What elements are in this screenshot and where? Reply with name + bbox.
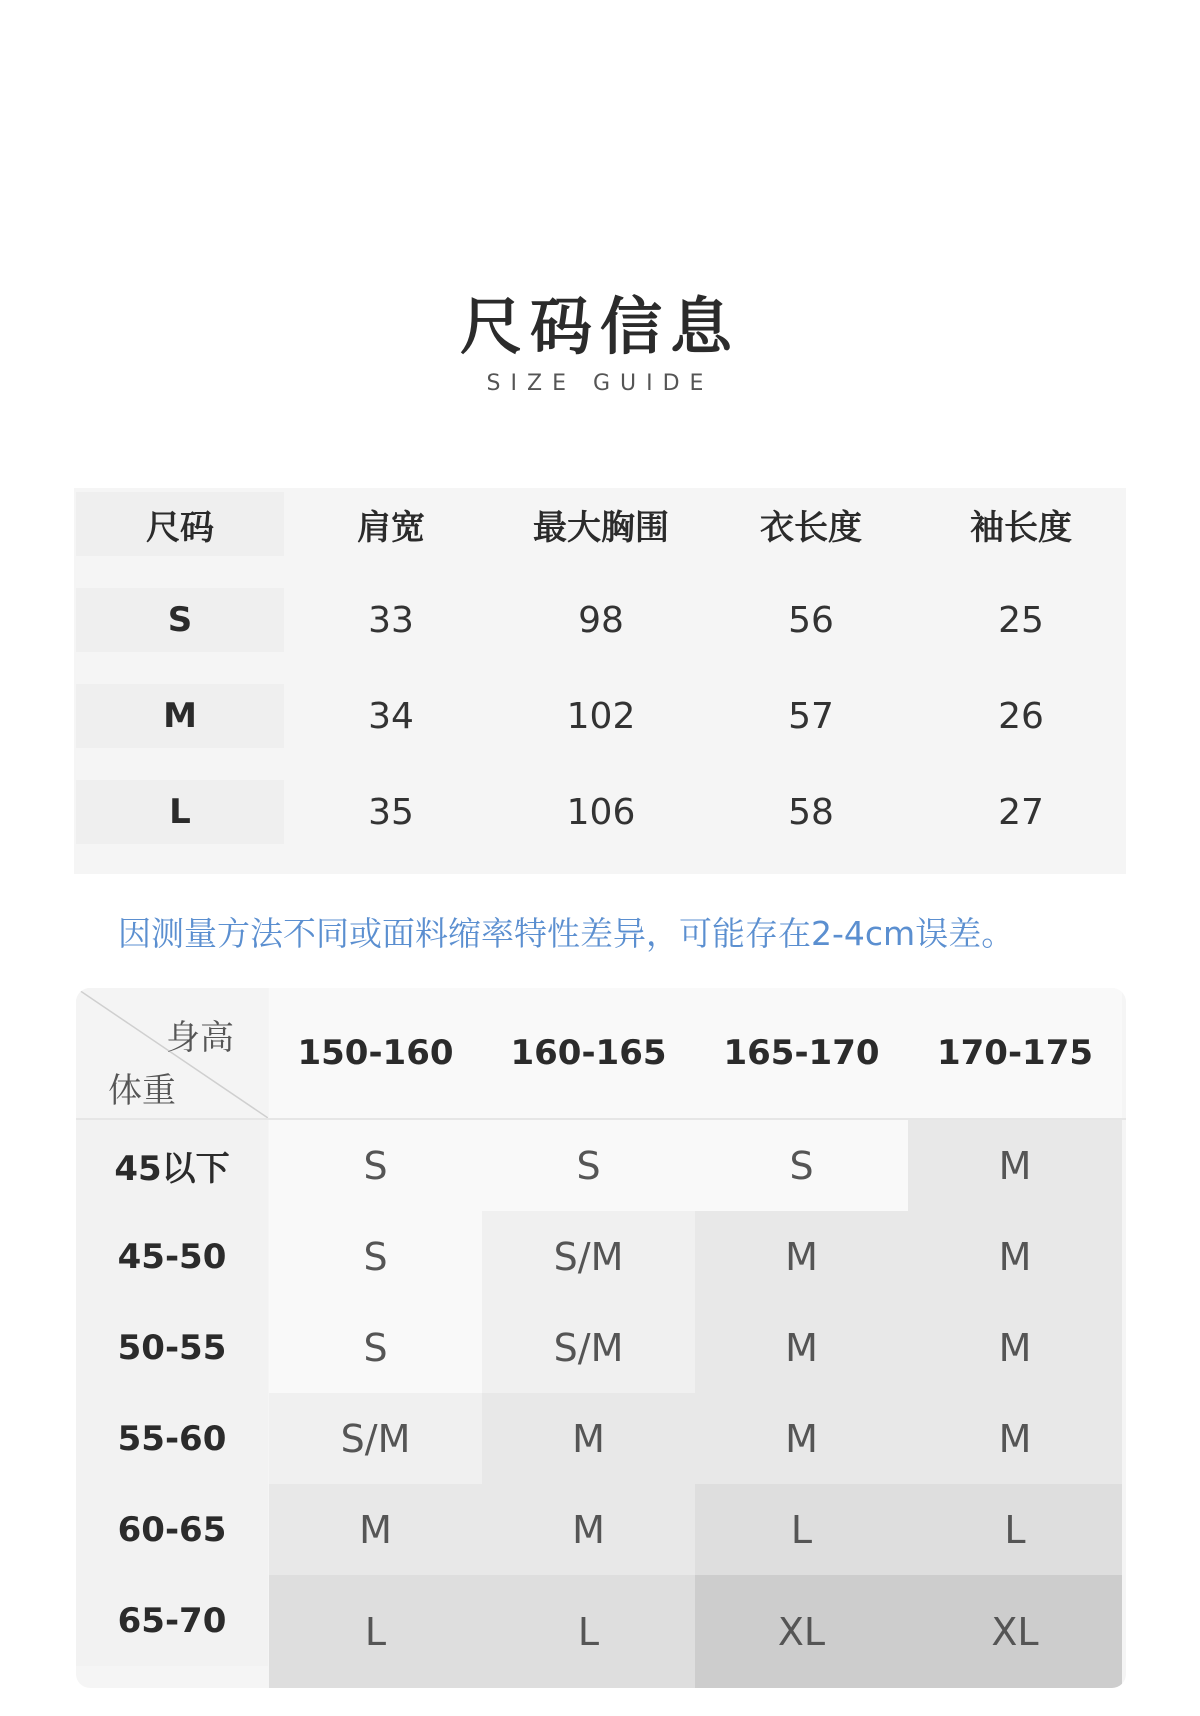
weight-range-label: 45以下 — [76, 1120, 268, 1211]
recommended-size-cell: M — [908, 1393, 1122, 1484]
recommended-size-cell: L — [269, 1575, 482, 1688]
length-value: 58 — [788, 791, 834, 833]
weight-axis-label: 体重 — [108, 1071, 176, 1111]
table-row — [74, 684, 1126, 748]
size-table — [74, 488, 1126, 874]
recommended-size-cell: M — [695, 1393, 908, 1484]
table-row — [74, 780, 1126, 844]
height-range-header: 170-175 — [908, 988, 1122, 1118]
recommended-size-cell: S/M — [269, 1393, 482, 1484]
recommended-size-cell: S — [269, 1302, 482, 1393]
weight-range-label: 65-70 — [76, 1575, 268, 1666]
weight-range-label: 55-60 — [76, 1393, 268, 1484]
recommended-size-cell: XL — [908, 1575, 1122, 1688]
size-label: M — [76, 684, 284, 748]
column-header-shoulder: 肩宽 — [357, 507, 425, 548]
recommended-size-cell: S/M — [482, 1302, 695, 1393]
sleeve-value: 27 — [998, 791, 1044, 833]
page-subtitle: SIZE GUIDE — [486, 371, 714, 396]
recommended-size-cell: S/M — [482, 1211, 695, 1302]
measurement-note: 因测量方法不同或面料缩率特性差异，可能存在2-4cm误差。 — [118, 914, 1015, 953]
column-header-length: 衣长度 — [760, 507, 862, 548]
shoulder-value: 34 — [368, 695, 414, 737]
recommended-size-cell: S — [695, 1120, 908, 1211]
length-value: 57 — [788, 695, 834, 737]
recommended-size-cell: M — [908, 1120, 1122, 1211]
shoulder-value: 33 — [368, 599, 414, 641]
height-range-header: 165-170 — [695, 988, 908, 1118]
bust-value: 102 — [566, 695, 636, 737]
size-label: S — [76, 588, 284, 652]
recommended-size-cell: S — [269, 1120, 482, 1211]
bust-value: 98 — [578, 599, 624, 641]
page-title: 尺码信息 — [459, 290, 740, 363]
recommended-size-cell: M — [482, 1484, 695, 1575]
recommended-size-cell: S — [482, 1120, 695, 1211]
column-header-sleeve: 袖长度 — [970, 507, 1072, 548]
recommended-size-cell: L — [695, 1484, 908, 1575]
recommended-size-cell: M — [695, 1211, 908, 1302]
recommended-size-cell: L — [908, 1484, 1122, 1575]
sleeve-value: 25 — [998, 599, 1044, 641]
corner-header — [76, 988, 268, 1118]
size-table-header — [74, 492, 1126, 556]
recommended-size-cell: M — [908, 1211, 1122, 1302]
shoulder-value: 35 — [368, 791, 414, 833]
weight-range-label: 50-55 — [76, 1302, 268, 1393]
column-header-bust: 最大胸围 — [533, 507, 669, 548]
recommended-size-cell: M — [269, 1484, 482, 1575]
height-range-header: 160-165 — [482, 988, 695, 1118]
recommended-size-cell: M — [482, 1393, 695, 1484]
weight-range-label: 60-65 — [76, 1484, 268, 1575]
weight-range-label: 45-50 — [76, 1211, 268, 1302]
recommended-size-cell: M — [908, 1302, 1122, 1393]
length-value: 56 — [788, 599, 834, 641]
recommended-size-cell: M — [695, 1302, 908, 1393]
recommended-size-cell: L — [482, 1575, 695, 1688]
recommended-size-cell: S — [269, 1211, 482, 1302]
bust-value: 106 — [566, 791, 636, 833]
table-row — [74, 588, 1126, 652]
sleeve-value: 26 — [998, 695, 1044, 737]
size-recommendation-table — [76, 988, 1126, 1688]
column-header-size: 尺码 — [76, 492, 284, 556]
size-label: L — [76, 780, 284, 844]
recommended-size-cell: XL — [695, 1575, 908, 1688]
height-range-header: 150-160 — [269, 988, 482, 1118]
height-axis-label: 身高 — [166, 1018, 234, 1058]
